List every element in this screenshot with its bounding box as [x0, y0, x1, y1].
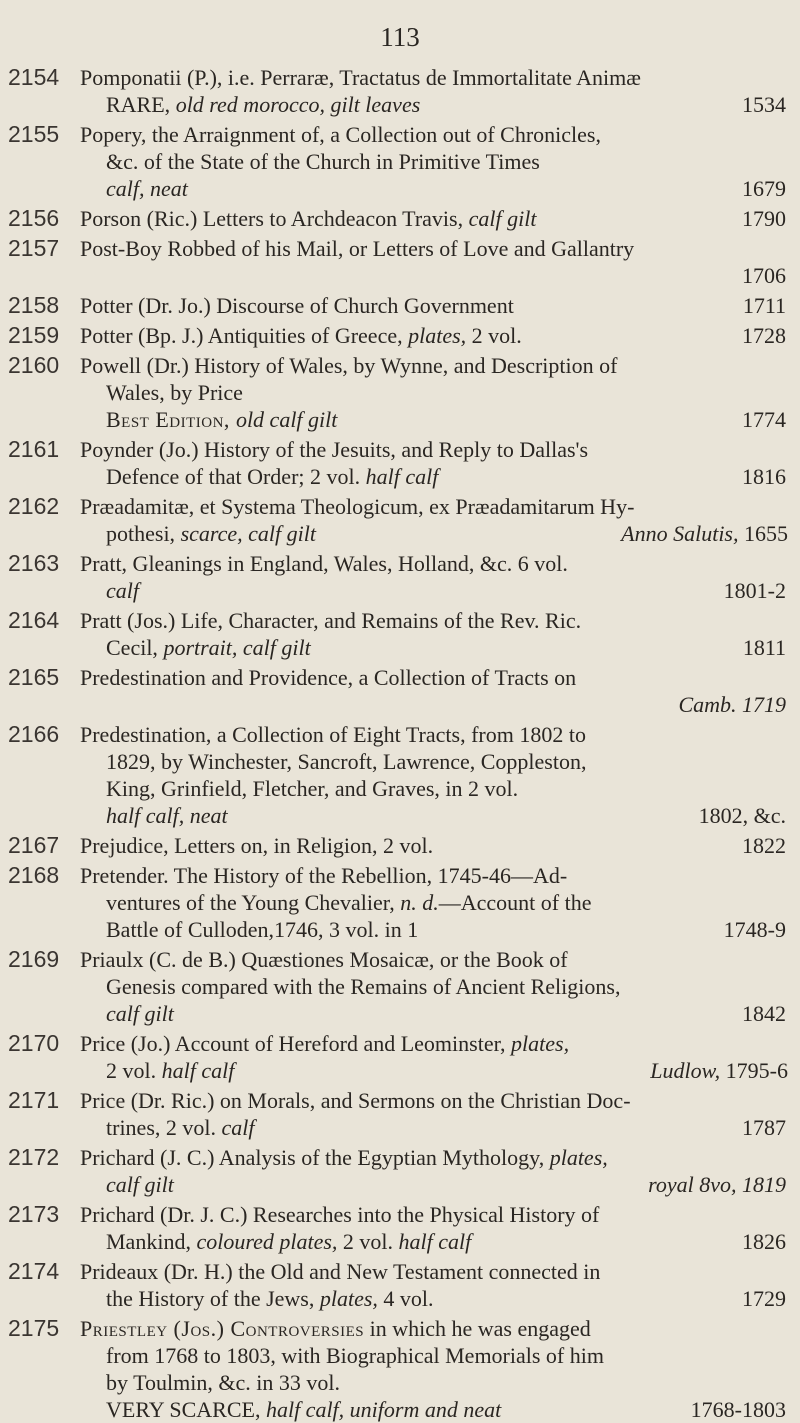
- entry-date: 1811: [742, 635, 786, 660]
- lot-number: 2173: [8, 1201, 60, 1227]
- entry-text: [80, 235, 788, 289]
- entry-detail-row: [80, 1171, 788, 1198]
- entry-title: Poynder (Jo.) History of the Jesuits, and Reply to Dallas's: [80, 437, 589, 462]
- entry-title: Powell (Dr.) History of Wales, by Wynne, and Description of: [80, 353, 618, 378]
- entry-date: 1729: [742, 1286, 786, 1311]
- entry-detail-row: 2 vol. half calf Ludlow, 1795-6: [106, 1058, 788, 1083]
- entry-text: [80, 832, 788, 859]
- entry-text: Predestination, a Collection of Eight Tracts, from 1802 to 1829, by Winchester, Sancroft, Lawrence, Coppleston, King, Grinfield, Fletcher, and Graves, in 2 vol. half calf, neat 1802, &c.: [80, 722, 786, 828]
- entry-detail-row: [80, 292, 788, 319]
- binding-description: calf gilt: [106, 1001, 174, 1026]
- page-number: 113: [380, 22, 420, 52]
- binding-description: calf: [106, 578, 139, 603]
- entry-text: Powell (Dr.) History of Wales, by Wynne, and Description of Wales, by Price Best Edition, old calf gilt 1774: [80, 353, 786, 432]
- catalogue-entry: [8, 1087, 788, 1141]
- catalogue-entry: [8, 493, 788, 547]
- entry-date: 1787: [742, 1115, 786, 1140]
- entry-date: 1655: [744, 521, 788, 546]
- entry-date: 1801-2: [723, 578, 786, 603]
- catalogue-entry: [8, 322, 788, 349]
- binding-description: calf: [221, 1115, 255, 1140]
- entry-date: 1816: [742, 464, 786, 489]
- entry-date: 1842: [742, 1001, 786, 1026]
- entry-title: Predestination, a Collection of Eight Tracts, from 1802 to: [80, 722, 586, 747]
- entry-title: Prideaux (Dr. H.) the Old and New Testament connected in: [80, 1259, 601, 1284]
- catalogue-entry: [8, 721, 788, 829]
- entry-date: 1774: [742, 407, 786, 432]
- entry-detail-row: Best Edition, old calf gilt 1774: [106, 407, 786, 432]
- lot-number: 2165: [8, 664, 60, 690]
- entry-title: Prichard (Dr. J. C.) Researches into the Physical History of: [80, 1202, 600, 1227]
- entries-list: [8, 64, 788, 1423]
- binding-description: calf, neat: [106, 176, 188, 201]
- entry-text: Pretender. The History of the Rebellion, 1745-46—Ad- ventures of the Young Chevalier, n. d.—Account of the Battle of Culloden,1746, 3 vol. in 1 1748-9: [80, 863, 786, 942]
- binding-description: half calf: [161, 1058, 235, 1083]
- lot-number: 2168: [8, 862, 60, 888]
- entry-date: 1679: [742, 176, 786, 201]
- entry-detail-row: [80, 175, 788, 202]
- catalogue-entry: [8, 121, 788, 202]
- lot-number: 2159: [8, 322, 60, 348]
- lot-number: 2161: [8, 436, 60, 462]
- catalogue-entry: [8, 664, 788, 718]
- binding-description: portrait, calf gilt: [163, 635, 311, 660]
- entry-detail-row: Cecil, portrait, calf gilt 1811: [106, 635, 786, 660]
- entry-date: 1534: [742, 92, 786, 117]
- catalogue-entry: [8, 64, 788, 118]
- entry-date: 1728: [742, 323, 786, 348]
- entry-date: Camb. 1719: [678, 692, 786, 717]
- entry-title: Predestination and Providence, a Collection of Tracts on: [80, 665, 577, 690]
- entry-text: Popery, the Arraignment of, a Collection out of Chronicles, &c. of the State of the Church in Primitive Times calf, neat 1679: [80, 122, 786, 201]
- lot-number: 2170: [8, 1030, 60, 1056]
- lot-number: 2156: [8, 205, 60, 231]
- lot-number: 2167: [8, 832, 60, 858]
- entry-text: Priaulx (C. de B.) Quæstiones Mosaicæ, or the Book of Genesis compared with the Remains of Ancient Religions, calf gilt 1842: [80, 947, 786, 1026]
- lot-number: 2158: [8, 292, 60, 318]
- entry-date: 1826: [742, 1229, 786, 1254]
- entry-text: [80, 322, 788, 349]
- entry-title: Pomponatii (P.), i.e. Perraræ, Tractatus de Immortalitate Animæ: [80, 65, 641, 90]
- entry-text: [80, 436, 788, 490]
- binding-description: half calf: [398, 1229, 472, 1254]
- entry-text: Prichard (J. C.) Analysis of the Egyptian Mythology, plates, calf gilt royal 8vo, 1819: [80, 1145, 786, 1197]
- catalogue-entry: [8, 292, 788, 319]
- entry-text: [80, 664, 788, 718]
- entry-detail-row: Battle of Culloden,1746, 3 vol. in 1 1748-9: [106, 917, 786, 942]
- entry-title: Potter (Bp. J.) Antiquities of Greece,: [80, 323, 409, 348]
- entry-title: Præadamitæ, et Systema Theologicum, ex Præadamitarum Hy-: [80, 494, 635, 519]
- binding-description: half calf, uniform and neat: [265, 1397, 502, 1422]
- entry-detail-row: the History of the Jews, plates, 4 vol. 1729: [106, 1286, 786, 1311]
- entry-date: 1802, &c.: [698, 803, 786, 828]
- catalogue-entry: [8, 352, 788, 433]
- entry-detail-row: trines, 2 vol. calf 1787: [106, 1115, 786, 1140]
- entry-text: [80, 292, 788, 319]
- entry-title: Pretender. The History of the Rebellion, 1745-46—Ad-: [80, 863, 568, 888]
- binding-description: scarce, calf gilt: [180, 521, 316, 546]
- entry-detail-row: Mankind, coloured plates, 2 vol. half calf 1826: [106, 1229, 786, 1254]
- entry-date: 1790: [742, 206, 786, 231]
- entry-text: [80, 550, 788, 604]
- entry-text: Priestley (Jos.) Controversies in which he was engaged from 1768 to 1803, with Biographical Memorials of him by Toulmin, &c. in 33 vol. VERY SCARCE, half calf, uniform and neat 1768-1803: [80, 1316, 786, 1422]
- lot-number: 2169: [8, 946, 60, 972]
- entry-detail-row: Potter (Bp. J.) Antiquities of Greece, plates, 2 vol. 1728: [80, 323, 786, 348]
- catalogue-entry: [8, 1201, 788, 1255]
- lot-number: 2164: [8, 607, 60, 633]
- entry-date: 1748-9: [723, 917, 786, 942]
- lot-number: 2175: [8, 1315, 60, 1341]
- lot-number: 2154: [8, 64, 60, 90]
- binding-description: half calf, neat: [106, 803, 228, 828]
- entry-title: Priestley (Jos.) Controversies: [80, 1316, 365, 1341]
- binding-description: calf gilt: [468, 206, 537, 231]
- catalogue-entry: [8, 550, 788, 604]
- catalogue-entry: [8, 607, 788, 661]
- catalogue-entry: [8, 862, 788, 943]
- entry-detail-row: [80, 1000, 788, 1027]
- entry-date: 1706: [742, 263, 786, 288]
- entry-title: Porson (Ric.) Letters to Archdeacon Travis,: [80, 206, 469, 231]
- lot-number: 2157: [8, 235, 60, 261]
- entry-text: [80, 1258, 788, 1312]
- catalogue-entry: [8, 205, 788, 232]
- entry-date: 1768-1803: [690, 1397, 786, 1422]
- entry-detail-row: [80, 205, 788, 232]
- entry-title: Pratt, Gleanings in England, Wales, Holland, &c. 6 vol.: [80, 551, 568, 576]
- entry-text: Price (Jo.) Account of Hereford and Leominster, plates, 2 vol. half calf Ludlow, 1795-6: [80, 1031, 788, 1083]
- entry-detail-row: Defence of that Order; 2 vol. half calf 1816: [106, 464, 786, 489]
- entry-detail-row: [80, 832, 788, 859]
- entry-detail-row: RARE, old red morocco, gilt leaves 1534: [106, 92, 786, 117]
- entry-date: royal 8vo, 1819: [648, 1172, 786, 1197]
- entry-title: Pratt (Jos.) Life, Character, and Remains of the Rev. Ric.: [80, 608, 582, 633]
- entry-text: [80, 493, 788, 547]
- binding-description: half calf: [365, 464, 439, 489]
- entry-detail-row: VERY SCARCE, half calf, uniform and neat 1768-1803: [106, 1397, 786, 1422]
- entry-text: [80, 1201, 788, 1255]
- binding-description: old red morocco, gilt leaves: [175, 92, 421, 117]
- catalogue-entry: [8, 1315, 788, 1423]
- catalogue-entry: [8, 946, 788, 1027]
- entry-title: Prejudice, Letters on, in Religion, 2 vol.: [80, 833, 434, 858]
- lot-number: 2171: [8, 1087, 60, 1113]
- catalogue-entry: [8, 832, 788, 859]
- catalogue-entry: [8, 235, 788, 289]
- lot-number: 2160: [8, 352, 60, 378]
- entry-date: 1795-6: [725, 1058, 788, 1083]
- entry-text: [80, 1087, 788, 1141]
- entry-title: Potter (Dr. Jo.) Discourse of Church Government: [80, 293, 514, 318]
- entry-detail-row: [80, 577, 788, 604]
- catalogue-entry: [8, 436, 788, 490]
- entry-date: 1822: [742, 833, 786, 858]
- entry-title: Price (Jo.) Account of Hereford and Leominster,: [80, 1031, 512, 1056]
- entry-detail-row: [80, 802, 788, 829]
- entry-title: Post-Boy Robbed of his Mail, or Letters of Love and Gallantry: [80, 236, 635, 261]
- catalogue-entry: [8, 1258, 788, 1312]
- binding-description: calf gilt: [106, 1172, 174, 1197]
- entry-title: Priaulx (C. de B.) Quæstiones Mosaicæ, or the Book of: [80, 947, 568, 972]
- entry-detail-row: pothesi, scarce, calf gilt Anno Salutis, 1655: [106, 521, 788, 546]
- catalogue-entry: [8, 1144, 788, 1198]
- entry-title: Popery, the Arraignment of, a Collection out of Chronicles,: [80, 122, 601, 147]
- entry-title: Prichard (J. C.) Analysis of the Egyptian Mythology,: [80, 1145, 550, 1170]
- entry-text: [80, 205, 788, 232]
- lot-number: 2174: [8, 1258, 60, 1284]
- lot-number: 2163: [8, 550, 60, 576]
- binding-description: old calf gilt: [235, 407, 338, 432]
- entry-date: 1711: [742, 293, 786, 318]
- entry-text: [80, 64, 788, 118]
- catalogue-entry: [8, 1030, 788, 1084]
- lot-number: 2172: [8, 1144, 60, 1170]
- lot-number: 2155: [8, 121, 60, 147]
- lot-number: 2166: [8, 721, 60, 747]
- entry-text: [80, 607, 788, 661]
- lot-number: 2162: [8, 493, 60, 519]
- entry-title: Price (Dr. Ric.) on Morals, and Sermons on the Christian Doc-: [80, 1088, 631, 1113]
